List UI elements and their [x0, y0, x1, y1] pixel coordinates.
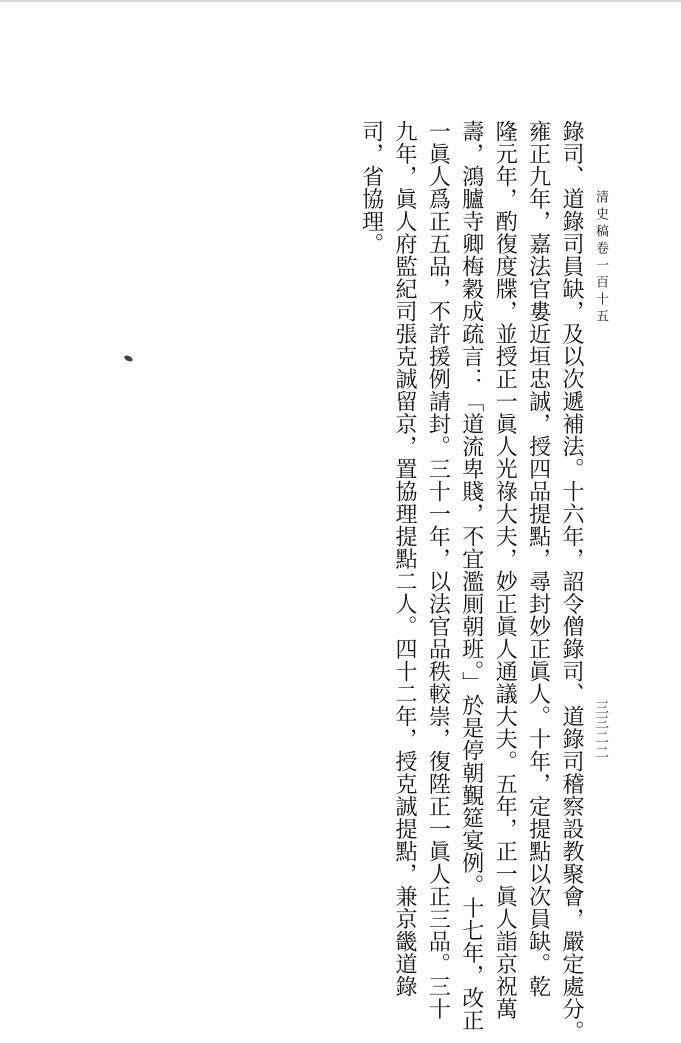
- text-line: 一眞人爲正五品，不許援例請封。三十一年，以法官品秩較崇，復陞正一眞人正三品。三十: [425, 120, 451, 1020]
- ink-speck: [123, 354, 133, 362]
- body-text: [348, 120, 588, 1043]
- text-line: 雍正九年，嘉法官婁近垣忠誠，授四品提點，尋封妙正眞人。十年，定提點以次員缺。乾: [525, 120, 551, 998]
- page-number: 三三二二: [593, 700, 609, 760]
- running-head: 清史稿卷一百十五: [593, 190, 608, 326]
- text-line: 壽，鴻臚寺卿梅穀成疏言：「道流卑賤，不宜濫厠朝班。」於是停朝覲筵宴例。十七年，改正: [458, 120, 484, 1032]
- page-edge-line: [0, 0, 681, 2]
- text-line: 司，省協理。: [358, 120, 384, 255]
- text-line: 隆元年，酌復度牒，並授正一眞人光祿大夫，妙正眞人通議大夫。五年，正一眞人詣京祝萬: [492, 120, 518, 1020]
- text-line: 九年，眞人府監紀司張克誠留京，置協理提點二人。四十二年，授克誠提點，兼京畿道錄: [391, 120, 417, 998]
- text-line: 錄司、道錄司員缺，及以次遞補法。十六年，詔令僧錄司、道錄司稽察設教聚會，嚴定處分。: [559, 120, 584, 1043]
